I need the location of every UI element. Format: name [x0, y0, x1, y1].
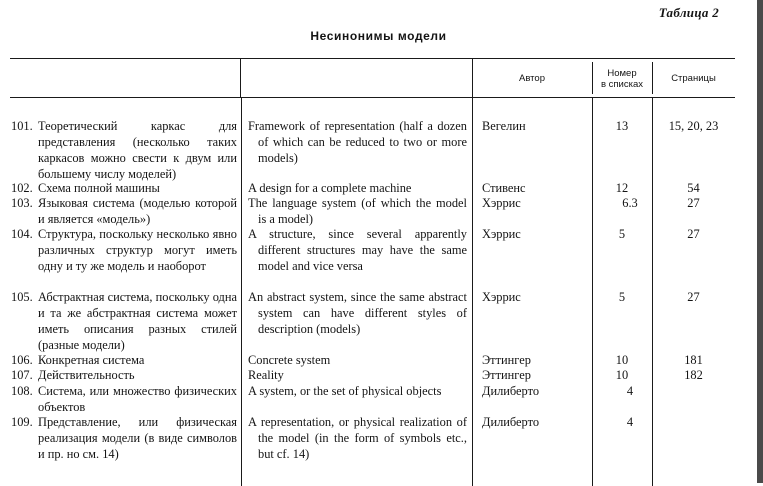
- author: Стивенс: [482, 181, 526, 195]
- column-divider: [472, 98, 473, 486]
- list-number: 6.3: [622, 196, 638, 210]
- english-term: Reality: [248, 368, 284, 382]
- russian-term: Абстрактная система, поскольку одна и та же абстрактная система может иметь описания разных стилей (разные модели): [38, 290, 237, 352]
- row-number: 106.: [11, 353, 33, 367]
- author: Вегелин: [482, 119, 526, 133]
- author: Эттингер: [482, 368, 531, 382]
- row-number: 103.: [11, 196, 33, 210]
- pages: 27: [687, 290, 700, 304]
- russian-term: Система, или множество физических объектов: [38, 384, 237, 414]
- pages: 27: [687, 227, 700, 241]
- pages: 54: [687, 181, 700, 195]
- russian-term: Структура, поскольку несколько явно различных структур могут иметь одну и ту же модель и наоборот: [38, 227, 237, 273]
- english-term: A representation, or physical realization of the model (in the form of symbols etc., but cf. 14): [248, 415, 467, 461]
- list-number: 4: [626, 415, 634, 429]
- row-number: 102.: [11, 181, 33, 195]
- header-list-number: [592, 59, 652, 98]
- list-number: 12: [615, 181, 629, 195]
- list-number: 5: [618, 290, 626, 304]
- pages: 182: [684, 368, 703, 382]
- page-edge-shadow: [757, 0, 763, 483]
- english-term: Framework of representation (half a dozen of which can be reduced to two or more models): [248, 119, 467, 165]
- english-term: A system, or the set of physical objects: [248, 384, 442, 398]
- header-list-number-line2: в списках: [600, 78, 644, 90]
- table-label: Таблица 2: [658, 5, 719, 20]
- list-number: 10: [615, 353, 629, 367]
- row-number: 104.: [11, 227, 33, 241]
- pages: 27: [687, 196, 700, 210]
- list-number: 13: [615, 119, 629, 133]
- row-number: 101.: [11, 119, 33, 133]
- column-divider: [241, 98, 242, 486]
- row-number: 108.: [11, 384, 33, 398]
- list-number: 10: [615, 368, 629, 382]
- list-number: 4: [626, 384, 634, 398]
- english-term: A structure, since several apparently different structures may have the same model and vice versa: [248, 227, 467, 273]
- russian-term: Конкретная система: [38, 353, 145, 367]
- row-number: 105.: [11, 290, 33, 304]
- header-english-term: [241, 59, 472, 98]
- list-number: 5: [618, 227, 626, 241]
- author: Хэррис: [482, 227, 521, 241]
- table-title: Несинонимы модели: [310, 29, 447, 43]
- author: Дилиберто: [482, 415, 540, 429]
- english-term: Concrete system: [248, 353, 331, 367]
- author: Дилиберто: [482, 384, 540, 398]
- russian-term: Языковая система (моделью которой и является «модель»): [38, 196, 237, 226]
- english-term: A design for a complete machine: [248, 181, 412, 195]
- header-list-number-line1: Номер: [607, 67, 637, 79]
- row-number: 107.: [11, 368, 33, 382]
- author: Хэррис: [482, 290, 521, 304]
- russian-term: Теоретический каркас для представления (несколько таких каркасов можно свести к двум или большему числу моделей): [38, 119, 237, 181]
- row-number: 109.: [11, 415, 33, 429]
- header-author: Автор: [519, 73, 545, 84]
- english-term: An abstract system, since the same abstract system can have different styles of description (models): [248, 290, 467, 336]
- english-term: The language system (of which the model is a model): [248, 196, 467, 226]
- russian-term: Представление, или физическая реализация модели (в виде символов и пр. но см. 14): [38, 415, 237, 461]
- pages: 181: [684, 353, 703, 367]
- header-russian-term: [10, 59, 240, 98]
- header-pages: Страницы: [671, 73, 716, 84]
- author: Эттингер: [482, 353, 531, 367]
- pages: 15, 20, 23: [668, 119, 719, 133]
- russian-term: Действительность: [38, 368, 135, 382]
- author: Хэррис: [482, 196, 521, 210]
- russian-term: Схема полной машины: [38, 181, 160, 195]
